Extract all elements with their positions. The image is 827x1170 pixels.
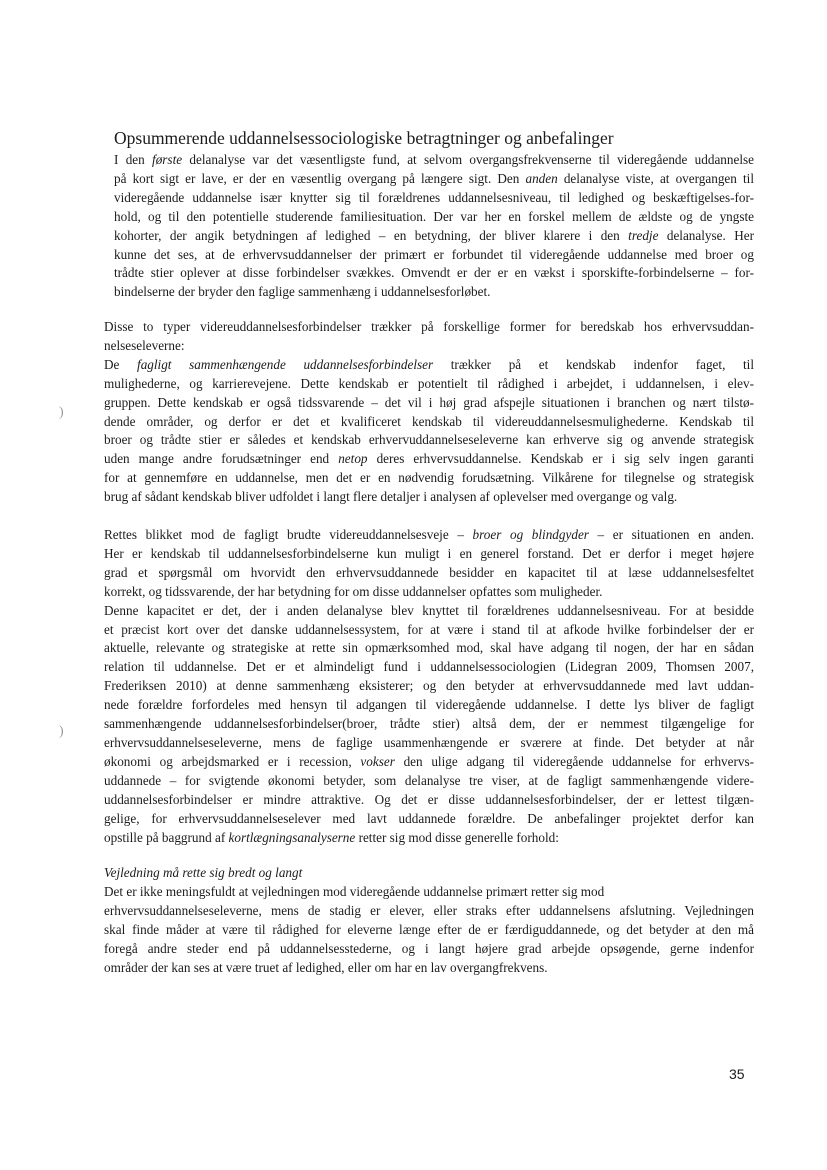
text-line: nelseseleverne: [104, 337, 185, 353]
text-line: på kort sigt er lave, er der en væsentlig overgang på længere sigt. Den anden delanalyse viste, at overgangen til [114, 170, 754, 186]
text-line: aktuelle, relevante og strategiske at rette sin opmærksomhed mod, skal have adgang til nogen, der har en sådan [104, 640, 754, 656]
text-line: broer og trådte stier er således et kendskab erhvervuddannelseseleverne kan erhverve sig og anvende strategisk [104, 432, 754, 448]
text-line: kunne det ses, at de erhvervsuddannelser der primært er forbundet til videregående uddannelse med broer og [114, 246, 754, 262]
margin-mark: ) [59, 405, 64, 420]
emphasis: fagligt sammenhængende uddannelsesforbindelser [137, 356, 434, 372]
text-line: nede forældre forfordeles med hensyn til adgangen til videregående uddannelse. I dette lys bliver de fagligt [104, 697, 754, 713]
text-line: for at gennemføre en uddannelse, men det er en nødvendig forudsætning. Vilkårene for tilegnelse og strategisk [104, 470, 754, 486]
paragraph-2 [104, 318, 754, 507]
text-line: hold, og til den potentielle studerende familiesituation. Der var her en forskel mellem de ældste og de yngste [114, 208, 754, 224]
text-line: opstille på baggrund af kortlægningsanalyserne retter sig mod disse generelle forhold: [104, 829, 559, 845]
text-line: uddannelsesforbindelser er mindre attraktive. Og det er disse uddannelsesforbindelser, der er lettest tilgæn- [104, 791, 754, 807]
text-line: I den første delanalyse var det væsentligste fund, at selvom overgangsfrekvenserne til videregående uddannelse [114, 152, 754, 167]
text-line: gruppen. Dette kendskab er også tidssvarende – det vil i høj grad afspejle situationen i branchen og nært tilstø- [104, 394, 754, 410]
text-line: brug af sådant kendskab bliver udfoldet i langt flere detaljer i analysen af oplevelser med overgange og valg. [104, 489, 678, 505]
text-line: skal finde måder at være til rådighed for eleverne længe efter de er færdiguddannede, og det betyder at den må [104, 921, 754, 937]
text-line: erhvervsuddannelseseleverne, mens de stadig er elever, eller straks efter uddannelsens afslutning. Vejledningen [104, 902, 754, 918]
text-line: Her er kendskab til uddannelsesforbindelserne kun muligt i en generel forstand. Det er derfor i meget højere [104, 545, 754, 561]
text-line: Denne kapacitet er det, der i anden delanalyse blev knyttet til forældrenes uddannelsesniveau. For at besidde [104, 602, 754, 618]
emphasis: broer og blindgyder [472, 527, 589, 542]
paragraph-4-body [104, 883, 754, 978]
section-heading: Opsummerende uddannelsessociologiske betragtninger og anbefalinger [114, 128, 614, 148]
text-line: relation til uddannelse. Det er et almindeligt fund i uddannelsessociologien (Lidegran 2009, Thomsen 2007, [104, 659, 754, 675]
text-line: De fagligt sammenhængende uddannelsesforbindelser trækker på et kendskab indenfor faget, til [104, 356, 755, 372]
text-line: Disse to typer videreuddannelsesforbindelser trækker på forskellige former for beredskab hos erhvervsuddan- [104, 319, 754, 334]
emphasis: tredje [628, 227, 659, 243]
text-line: korrekt, og tidssvarende, der har betydning for om disse uddannelser opfattes som muligheder. [104, 583, 603, 599]
paragraph-3 [104, 526, 754, 847]
text-line: uden mange andre forudsætninger end netop deres erhvervsuddannelse. Kendskab er i sig selv ingen garanti [104, 451, 754, 467]
text-line: Rettes blikket mod de fagligt brudte videreuddannelsesveje – broer og blindgyder – er situationen en anden. [104, 527, 754, 542]
text-line: uddannede – for svigtende økonomi betyder, som delanalyse tre viser, at de fagligt sammenhængende videre- [104, 772, 754, 788]
emphasis: første [152, 152, 183, 167]
text-line: videregående uddannelse især knytter sig til forældrenes uddannelsesniveau, til ledighed og beskæftigelses-for- [114, 189, 754, 205]
text-line: gelige, for erhvervsuddannelseselever med lavt uddannede forældre. De anbefalinger projektet derfor kan [104, 810, 754, 826]
emphasis: kortlægningsanalyserne [228, 829, 356, 845]
paragraph-1 [114, 151, 754, 302]
paragraph-4 [104, 864, 754, 977]
text-line: dende områder, og derfor er det et kvalificeret kendskab til videreuddannelsesmulighederne. Kendskab til [104, 413, 754, 429]
emphasis: netop [338, 451, 368, 467]
text-line: mulighederne, og karrierevejene. Dette kendskab er potentielt til rådighed i arbejdet, i uddannelsen, i elev- [104, 375, 754, 391]
emphasis: vokser [360, 753, 395, 769]
text-line: Det er ikke meningsfuldt at vejledningen mod videregående uddannelse primært retter sig mod [104, 883, 605, 899]
emphasis: anden [525, 170, 558, 186]
subheading: Vejledning må rette sig bredt og langt [104, 865, 303, 880]
text-line: kohorter, der angik betydningen af ledighed – en betydning, der bliver klarere i den tredje delanalyse. Her [114, 227, 754, 243]
margin-mark: ) [59, 724, 64, 739]
text-line: foregå andre steder end på uddannelsesstederne, og i langt højere grad arbejde opsøgende, gerne indenfor [104, 940, 754, 956]
text-line: erhvervsuddannelseseleverne, mens de faglige usammenhængende er sværere at finde. Det betyder at når [104, 734, 754, 750]
text-line: økonomi og arbejdsmarked er i recession, vokser den ulige adgang til videregående uddannelse for erhvervs- [104, 753, 754, 769]
text-line: et præcist kort over det danske uddannelsessystem, for at være i stand til at afkode hvilke forbindelser der er [104, 621, 754, 637]
text-line: sammenhængende uddannelsesforbindelser(broer, trådte stier) altså dem, der er nemmest tilgængelige for [104, 716, 754, 732]
text-line: trådte stier oplever at disse forbindelser svækkes. Omvendt er der er en vækst i sporskifte-forbindelserne – for- [114, 265, 754, 281]
page-number: 35 [729, 1066, 745, 1082]
text-line: bindelserne der bryder den faglige sammenhæng i uddannelsesforløbet. [114, 284, 491, 300]
text-line: grad et spørgsmål om hvorvidt den erhvervsuddannede besidder en kapacitet til at læse uddannelsesfeltet [104, 564, 754, 580]
text-line: områder der kan ses at være truet af ledighed, eller om har en lav overgangfrekvens. [104, 959, 548, 975]
text-line: Frederiksen 2010) at denne sammenhæng eksisterer; og den betyder at erhvervsuddannede med lavt uddan- [104, 678, 754, 694]
